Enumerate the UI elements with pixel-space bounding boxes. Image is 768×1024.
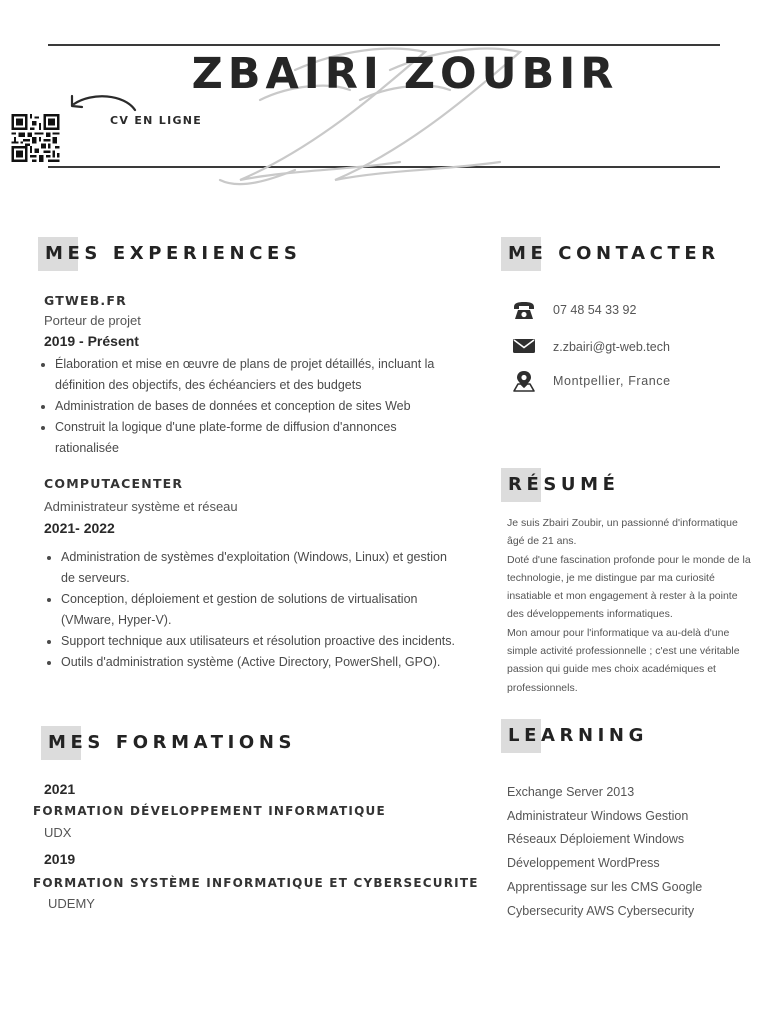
resume-paragraph: Mon amour pour l'informatique va au-delà d'une simple activité professionnelle ; c'est une véritable passion qui guide mes choix académiques et professionnels. [507, 626, 740, 694]
experience-period: 2021- 2022 [44, 520, 115, 536]
formation-school: UDX [44, 825, 72, 840]
learning-item: Développement WordPress [507, 856, 660, 871]
experience-bullet: • Conception, déploiement et gestion de solutions de virtualisation (VMware, Hyper-V). [61, 589, 456, 631]
experience-bullet: • Administration de systèmes d'exploitation (Windows, Linux) et gestion de serveurs. [61, 547, 456, 589]
experiences-title: MES EXPERIENCES [45, 243, 302, 264]
mail-icon [512, 335, 536, 357]
qr-code-icon[interactable] [10, 114, 61, 162]
resume-paragraph: Je suis Zbairi Zoubir, un passionné d'informatique âgé de 21 ans. [507, 517, 738, 548]
experience-period: 2019 - Présent [44, 333, 139, 349]
contact-phone[interactable]: 07 48 54 33 92 [553, 303, 637, 317]
experience-company: COMPUTACENTER [44, 476, 184, 491]
formation-title: FORMATION DÉVELOPPEMENT INFORMATIQUE [33, 804, 386, 818]
learning-item: Réseaux Déploiement Windows [507, 832, 685, 847]
resume-text [507, 514, 757, 697]
formation-title: FORMATION SYSTÈME INFORMATIQUE ET CYBERSECURITE [33, 876, 479, 890]
candidate-name: ZBAIRI ZOUBIR [191, 49, 619, 99]
contact-title: ME CONTACTER [508, 243, 720, 264]
learning-item: Cybersecurity AWS Cybersecurity [507, 903, 695, 918]
qr-caption: CV EN LIGNE [110, 114, 203, 127]
experience-bullet: • Élaboration et mise en œuvre de plans de projet détaillés, incluant la définition des objectifs, des échéanciers et des budgets [55, 354, 450, 396]
experience-bullets [43, 547, 456, 673]
phone-icon [512, 300, 536, 322]
contact-email[interactable]: z.zbairi@gt-web.tech [553, 340, 670, 354]
learning-title: LEARNING [508, 725, 648, 746]
learning-item: Exchange Server 2013 [507, 785, 635, 799]
formation-school: UDEMY [48, 896, 95, 911]
location-pin-icon [512, 370, 536, 392]
experience-bullets [37, 354, 450, 459]
formation-year: 2019 [44, 851, 76, 867]
experience-bullet: • Administration de bases de données et conception de sites Web [55, 396, 450, 417]
formations-title: MES FORMATIONS [48, 732, 297, 753]
contact-location: Montpellier, France [553, 374, 671, 388]
learning-list [507, 781, 757, 923]
experience-bullet: • Support technique aux utilisateurs et résolution proactive des incidents. [61, 631, 456, 652]
experience-role: Porteur de projet [44, 313, 141, 328]
formation-year: 2021 [44, 781, 76, 797]
resume-title: RÉSUMÉ [508, 474, 620, 495]
experience-role: Administrateur système et réseau [44, 499, 238, 514]
experience-company: GTWEB.FR [44, 293, 127, 308]
experience-bullet: • Outils d'administration système (Active Directory, PowerShell, GPO). [61, 652, 456, 673]
resume-paragraph: Doté d'une fascination profonde pour le monde de la technologie, je me distingue par ma curiosité insatiable et mon engagement à rester à la pointe des développements informatiques. [507, 553, 751, 621]
learning-item: Administrateur Windows Gestion [507, 808, 689, 823]
experience-bullet: • Construit la logique d'une plate-forme de diffusion d'annonces rationalisée [55, 417, 450, 459]
learning-item: Apprentissage sur les CMS Google [507, 879, 703, 894]
